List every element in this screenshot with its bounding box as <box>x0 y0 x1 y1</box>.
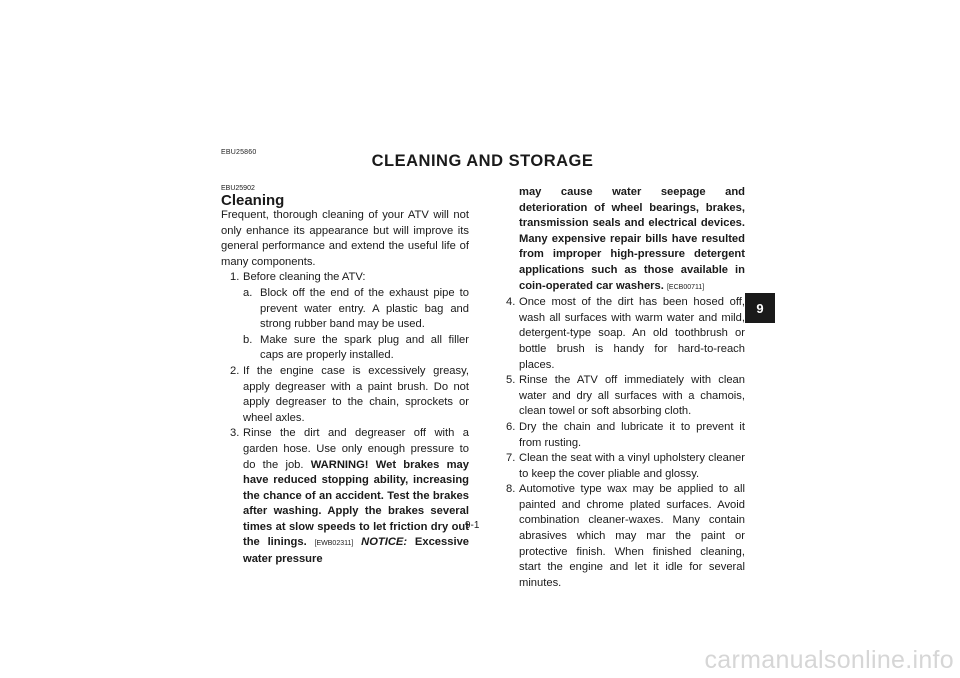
right-column <box>497 185 745 591</box>
notice-text-continued: may cause water seepage and deterioration of wheel bearings, brakes, transmission seals and electrical devices. Many expensive repair bills have resulted from improper high-pressure detergent applications such as those available in coin-operated car washers. <box>519 186 745 292</box>
list-item <box>497 451 745 482</box>
item-text: If the engine case is excessively greasy, apply degreaser with a paint brush. Do not apply degreaser to the chain, sprockets or wheel axles. <box>243 364 469 424</box>
warning-text: WARNING! Wet brakes may have reduced stopping ability, increasing the chance of an accident. Test the brakes after washing. Apply the brakes several times at slow speeds to let friction dry out the linings. <box>243 458 469 549</box>
chapter-tab: 9 <box>745 293 775 323</box>
item-number: b. <box>243 333 253 346</box>
page-number: 9-1 <box>465 520 480 531</box>
list-item <box>221 426 469 567</box>
item-number: 3. <box>230 427 240 440</box>
item-text: Dry the chain and lubricate it to prevent it from rusting. <box>519 420 745 449</box>
list-item <box>221 270 469 286</box>
document-code: EBU25860 <box>221 149 257 156</box>
chapter-title: CLEANING AND STORAGE <box>371 152 594 170</box>
item-text: Once most of the dirt has been hosed off, wash all surfaces with warm water and mild, detergent-type soap. An old toothbrush or bottle brush is handy for hard-to-reach places. <box>519 296 745 371</box>
item-text: Before cleaning the ATV: <box>243 271 366 284</box>
watermark: carmanualsonline.info <box>704 646 954 674</box>
item-text: Rinse the ATV off immediately with clean water and dry all surfaces with a chamois, clean towel or soft absorbing cloth. <box>519 374 745 418</box>
list-item <box>221 364 469 426</box>
left-column <box>221 185 469 568</box>
item-number: a. <box>243 286 253 299</box>
warning-code: [EWB02311] <box>314 540 354 548</box>
notice-text: Excessive water pressure <box>243 536 470 566</box>
notice-label: NOTICE: <box>361 536 408 549</box>
section-code: EBU25902 <box>221 185 255 192</box>
item-number: 5. <box>506 374 516 387</box>
list-item-continued <box>497 185 745 295</box>
section-heading: Cleaning <box>221 192 285 209</box>
list-item <box>497 373 745 420</box>
item-number: 4. <box>506 296 516 309</box>
item-number: 2. <box>230 364 240 377</box>
item-text: Automotive type wax may be applied to all painted and chrome plated surfaces. Avoid combination cleaner-waxes. Many contain abrasives which may mar the paint or protective finish. When finished cleaning, start the engine and let it idle for several minutes. <box>519 483 745 589</box>
item-number: 7. <box>506 452 516 465</box>
item-text: Clean the seat with a vinyl upholstery cleaner to keep the cover pliable and glossy. <box>519 452 745 480</box>
item-text: Rinse the dirt and degreaser off with a garden hose. Use only enough pressure to do the job. <box>243 427 469 471</box>
sub-list-item <box>221 286 469 333</box>
item-number: 6. <box>506 420 516 433</box>
list-item <box>497 295 745 373</box>
item-text: Make sure the spark plug and all filler caps are properly installed. <box>260 333 469 362</box>
notice-code: [ECB00711] <box>666 283 705 291</box>
sub-list-item <box>221 333 469 364</box>
list-item <box>497 420 745 451</box>
list-item <box>497 482 745 591</box>
intro-paragraph: Frequent, thorough cleaning of your ATV will not only enhance its appearance but will improve its general performance and extend the useful life of many components. <box>221 209 469 268</box>
item-text: Block off the end of the exhaust pipe to prevent water entry. A plastic bag and strong rubber band may be used. <box>260 286 469 331</box>
item-number: 1. <box>230 271 240 284</box>
item-number: 8. <box>506 483 516 496</box>
